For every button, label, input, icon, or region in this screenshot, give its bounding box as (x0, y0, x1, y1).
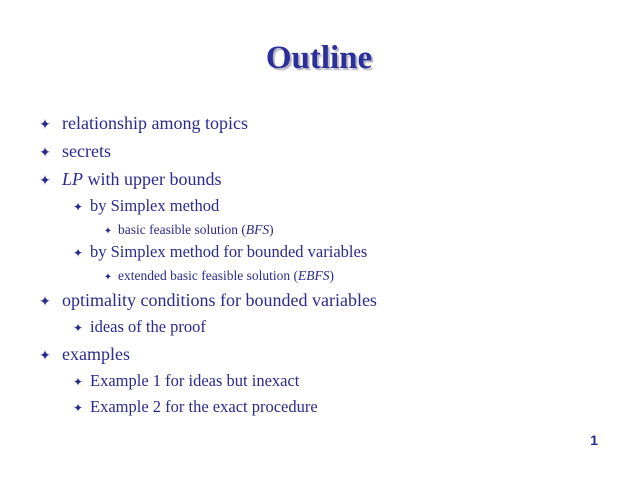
italic-term: LP (62, 169, 84, 189)
star-bullet-icon: ✦ (72, 401, 84, 415)
page-number: 1 (590, 432, 598, 448)
bullet-item (28, 113, 248, 134)
bullet-text: Example 2 for the exact procedure (90, 397, 318, 416)
star-bullet-icon: ✦ (72, 200, 84, 214)
text-run: extended basic feasible solution ( (118, 268, 298, 283)
italic-term: BFS (245, 222, 270, 237)
sub-bullet-item (66, 371, 299, 391)
bullet-item (28, 169, 222, 190)
text-run: ) (329, 268, 334, 283)
star-bullet-icon: ✦ (39, 174, 51, 189)
italic-term: EBFS (297, 268, 330, 283)
sub-bullet-item (66, 317, 206, 337)
sub-sub-bullet-item (98, 222, 274, 238)
bullet-item (28, 141, 111, 162)
text-run: ) (269, 222, 274, 237)
slide-title: Outline (265, 40, 373, 76)
bullet-item (28, 344, 130, 365)
star-bullet-icon: ✦ (39, 295, 51, 310)
bullet-item (28, 290, 377, 311)
star-bullet-icon: ✦ (39, 349, 51, 364)
bullet-text (118, 222, 274, 238)
bullet-text: Example 1 for ideas but inexact (90, 371, 300, 390)
bullet-text: by Simplex method for bounded variables (90, 242, 368, 261)
text-run: basic feasible solution ( (118, 222, 246, 237)
sub-bullet-item (66, 242, 367, 262)
bullet-text: by Simplex method (90, 196, 220, 215)
text-run: with upper bounds (83, 169, 222, 189)
bullet-text: ideas of the proof (90, 317, 206, 336)
star-bullet-icon: ✦ (72, 321, 84, 335)
bullet-text (118, 268, 334, 284)
bullet-text: secrets (62, 141, 111, 161)
bullet-text (62, 169, 222, 190)
star-bullet-icon: ✦ (103, 226, 113, 237)
sub-sub-bullet-item (98, 268, 334, 284)
bullet-text: examples (62, 344, 130, 364)
star-bullet-icon: ✦ (72, 246, 84, 260)
star-bullet-icon: ✦ (39, 146, 51, 161)
star-bullet-icon: ✦ (103, 272, 113, 283)
sub-bullet-item (66, 196, 219, 216)
star-bullet-icon: ✦ (39, 118, 51, 133)
star-bullet-icon: ✦ (72, 375, 84, 389)
sub-bullet-item (66, 397, 318, 417)
bullet-text: optimality conditions for bounded variables (62, 290, 377, 310)
bullet-text: relationship among topics (62, 113, 248, 133)
